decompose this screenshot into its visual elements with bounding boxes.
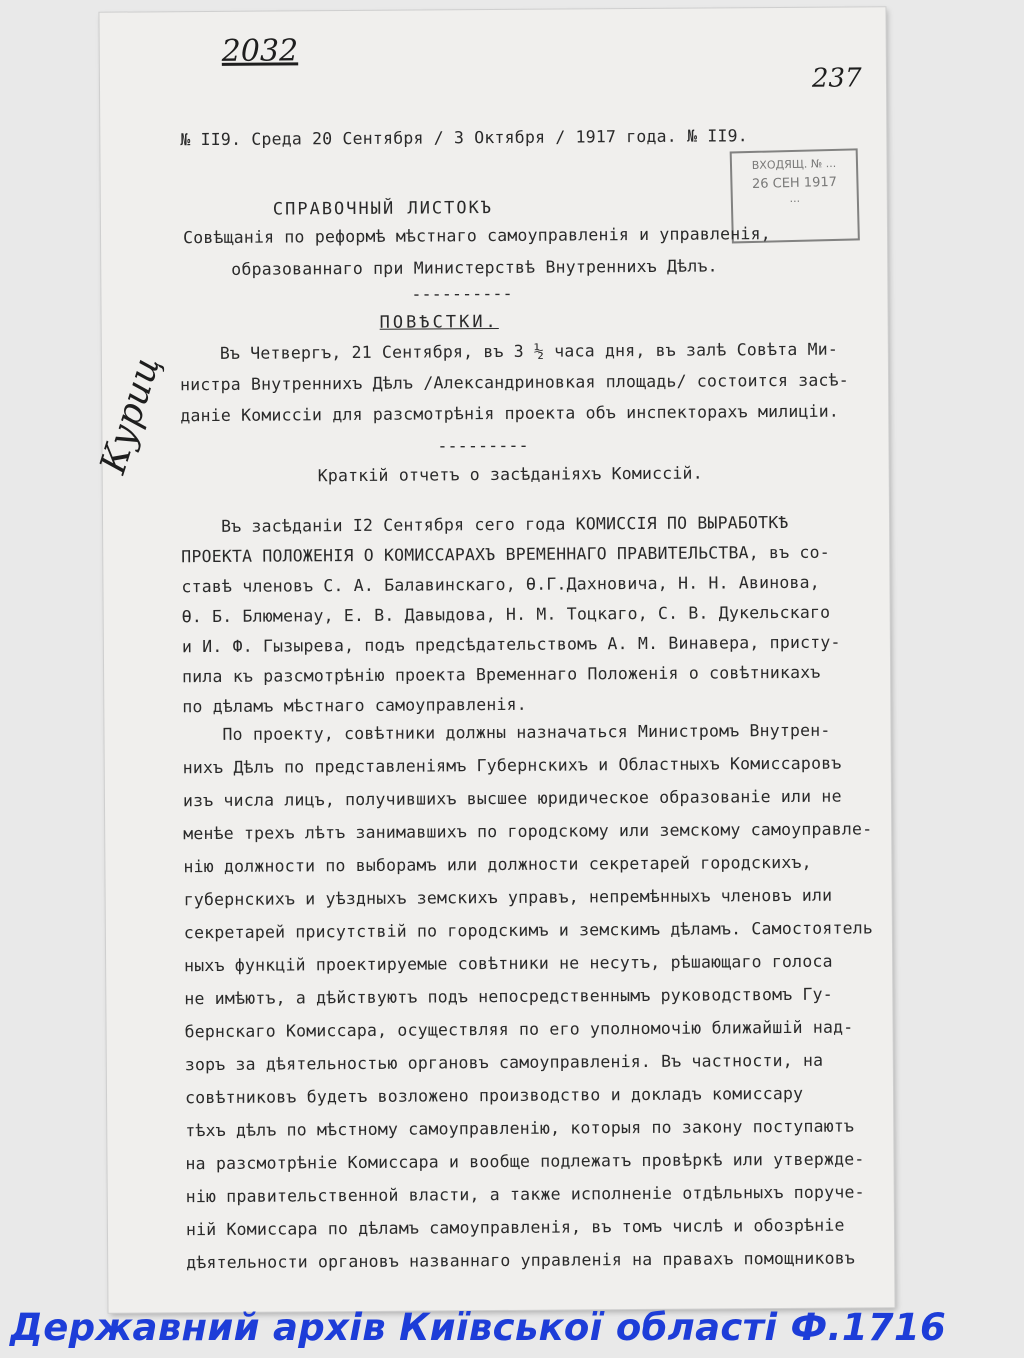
- body-line: губернскихъ и уѣздныхъ земскихъ управъ, непремѣнныхъ членовъ или: [183, 885, 833, 910]
- body-line: секретарей присутствій по городскимъ и земскимъ дѣламъ. Самостоятель: [183, 918, 874, 943]
- body-line: не имѣютъ, а дѣйствуютъ подъ непосредственнымъ руководствомъ Гу-: [184, 984, 833, 1009]
- document-subtitle-line1: Совѣщанія по реформѣ мѣстнаго самоуправленія и управленія,: [182, 224, 771, 248]
- archive-number-handwritten: 2032: [221, 33, 299, 69]
- document-title: СПРАВОЧНЫЙ ЛИСТОКЪ: [272, 198, 494, 220]
- margin-note-handwritten: Куриц: [92, 351, 169, 479]
- divider-2: ---------: [437, 435, 529, 456]
- body-line: совѣтниковъ будетъ возложено производство и докладъ комиссару: [184, 1083, 804, 1108]
- body-line: на разсмотрѣніе Комиссара и вообще подлежатъ провѣркѣ или утвержде-: [185, 1149, 865, 1174]
- body-line: ній Комиссара по дѣламъ самоуправленія, въ томъ числѣ и обозрѣніе: [185, 1215, 845, 1240]
- archive-caption: Державний архів Київської області Ф.1716: [10, 1306, 947, 1349]
- stamp-date: 26 СЕН 1917: [751, 174, 838, 192]
- agenda-line: даніе Комиссіи для разсмотрѣнія проекта объ инспекторахъ милиціи.: [180, 401, 840, 426]
- body-line: и И. Ф. Гызырева, подъ предсѣдательствомъ А. М. Винавера, присту-: [181, 632, 841, 657]
- issue-header: № II9. Среда 20 Сентября / 3 Октября / 1917 года. № II9.: [180, 126, 748, 150]
- body-line: по дѣламъ мѣстнаго самоуправленія.: [182, 694, 527, 717]
- body-line: ставѣ членовъ С. А. Балавинскаго, Ѳ.Г.Дахновича, Н. Н. Авинова,: [181, 572, 820, 597]
- body-line: ПРОЕКТА ПОЛОЖЕНІЯ О КОМИССАРАХЪ ВРЕМЕННАГО ПРАВИТЕЛЬСТВА, въ со-: [181, 542, 830, 567]
- document-page: [92, 7, 894, 1312]
- body-line: тѣхъ дѣлъ по мѣстному самоуправленію, которыя по закону поступаютъ: [185, 1116, 855, 1141]
- body-line: пила къ разсмотрѣнію проекта Временнаго Положенія о совѣтникахъ: [182, 662, 821, 687]
- body-line: Въ засѣданіи I2 Сентября сего года КОМИССІЯ ПО ВЫРАБОТКѢ: [220, 512, 789, 536]
- report-paragraph-1: [103, 512, 863, 717]
- body-line: бернскаго Комиссара, осуществляя по его уполномочію ближайшій над-: [184, 1017, 854, 1042]
- report-paragraph-2: [104, 720, 874, 1273]
- stamp-line3: ...: [789, 191, 801, 206]
- body-line: изъ числа лицъ, получившихъ высшее юридическое образованіе или не: [182, 786, 842, 811]
- body-line: нихъ Дѣлъ по представленіямъ Губернскихъ и Областныхъ Комиссаровъ: [182, 753, 842, 778]
- body-line: По проекту, совѣтники должны назначаться Министромъ Внутрен-: [222, 720, 831, 744]
- body-line: дѣятельности органовъ названнаго управленія на правахъ помощниковъ: [186, 1248, 856, 1273]
- body-line: менѣе трехъ лѣтъ занимавшихъ по городскому или земскому самоуправле-: [183, 819, 873, 844]
- stamp-line1: ВХОДЯЩ. № ...: [751, 156, 837, 172]
- body-line: нію должности по выборамъ или должности секретарей городскихъ,: [183, 852, 812, 877]
- body-line: ныхъ функцій проектируемые совѣтники не несутъ, рѣшающаго голоса: [184, 951, 833, 976]
- agenda-heading: ПОВѢСТКИ.: [379, 311, 499, 333]
- report-heading: Краткій отчетъ о засѣданіяхъ Комиссій.: [317, 463, 703, 486]
- agenda-line: нистра Внутреннихъ Дѣлъ /Александриновкая площадь/ состоится засѣ-: [180, 370, 849, 395]
- body-line: зоръ за дѣятельностью органовъ самоуправленія. Въ частности, на: [184, 1050, 824, 1075]
- divider-1: ----------: [411, 283, 513, 304]
- body-line: Ѳ. Б. Блюменау, Е. В. Давыдова, Н. М. Тоцкаго, С. В. Дукельскаго: [181, 602, 831, 627]
- body-line: нію правительственной власти, а также исполненіе отдѣльныхъ поруче-: [185, 1182, 865, 1207]
- sheet-number-handwritten: 237: [811, 63, 862, 94]
- document-subtitle-line2: образованнаго при Министерствѣ Внутреннихъ Дѣлъ.: [231, 256, 718, 279]
- agenda-line: Въ Четвергъ, 21 Сентября, въ 3 ½ часа дня, въ залѣ Совѣта Ми-: [219, 339, 839, 363]
